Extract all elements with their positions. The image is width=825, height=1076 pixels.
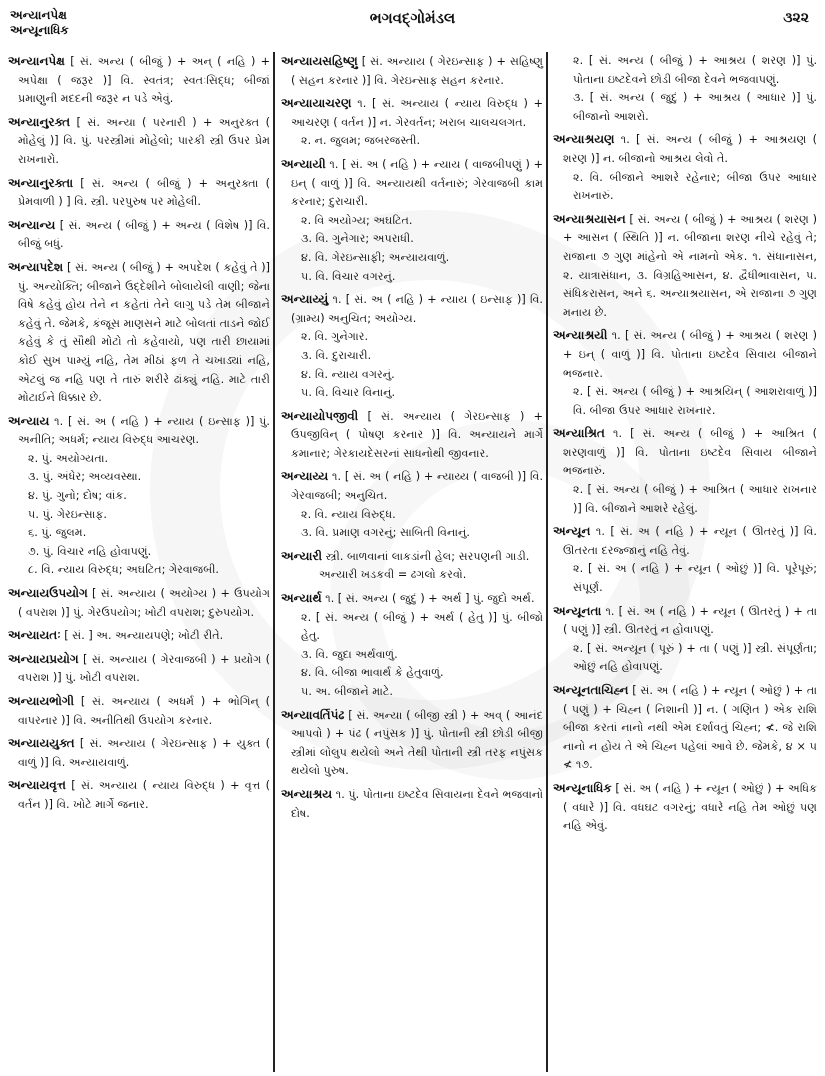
dictionary-entry	[8, 412, 270, 580]
dictionary-entry	[281, 155, 543, 286]
dictionary-entry	[281, 407, 543, 464]
dictionary-entry	[281, 706, 543, 781]
usage-example: અન્યારી ખડકવી = ઢગલો કરવો.	[319, 568, 467, 582]
sub-sense: ૩. વિ. ગુનેગાર; અપરાધી.	[301, 232, 414, 246]
column-divider-2	[546, 52, 548, 1072]
definition: [ સં. અ ( નહિ ) + ન્યૂન ( ઓછું ) + અધિક ( વધારે )] વિ. વધઘટ વગરનું; વધારે નહિ તેમ ઓછું પણ નહિ એવું.	[563, 781, 817, 833]
headword: અન્યાયપ્રયોગ	[8, 651, 79, 666]
dictionary-entry	[553, 326, 817, 420]
sub-sense: ૩. વિ. દુરાચારી.	[301, 348, 372, 362]
headword: અન્યૂનતાચિહ્ન	[553, 683, 629, 697]
definition: ૧. [ સં. અન્ય ( જુદું ) + અર્થ ] પું. જુદો અર્થ.	[321, 592, 535, 606]
definition: [ સં. અન્યાય ( અયોગ્ય ) + ઉપયોગ ( વપરાશ )] પું. ગેરઉપયોગ; ખોટી વપરાશ; દુરુપયોગ.	[18, 587, 270, 619]
definition: ૧. [ સં. અ ( નહિ ) + ન્યાય્ય ( વાજબી )] વિ. ગેરવાજબી; અનુચિત.	[291, 470, 543, 503]
dictionary-entry	[8, 650, 270, 688]
sub-sense: ૩. પું. અંધેર; અવ્યવસ્થા.	[28, 470, 142, 484]
definition: ૧. [ સં. અન્ય ( બીજું ) + આશ્રય ( શરણ ) + ઇન્ ( વાળું )] વિ. પોતાના ઇષ્ટદેવ સિવાય બીજાને ભજનાર.	[563, 329, 817, 380]
definition: ૧. [ સં. અ ( નહિ ) + ન્યૂન ( ઊતરતું )] વિ. ઊતરતા દરજ્જાનું નહિ તેવું.	[563, 525, 817, 557]
definition: ૧. [ સં. અન્ય ( બીજું ) + આશ્રિત ( શરણવાળું )] વિ. પોતાના ઇષ્ટદેવ સિવાય બીજાને ભજનારું.	[563, 427, 817, 478]
dictionary-entry	[553, 779, 817, 836]
headword: અન્યાયી	[281, 156, 326, 171]
definition: સ્ત્રી. બાળવાનાં લાકડાંની હેલ; સરપણની ગાડી.	[322, 549, 530, 563]
guide-word-first: અન્યાનપેક્ષ	[10, 8, 67, 22]
definition: [ સં. અન્ય ( બીજું ) + આશ્રય ( શરણ ) + આસન ( સ્થિતિ )] ન. બીજાના શરણ નીચે રહેવું તે; રાજાના ૭ ગુણ માંહેનો એ નામનો એક. ૧. સંધાનાસન, ૨. યાત્રાસંધાન, ૩. વિગ્રહિઆસન, ૪. દ્વૈધીભાવાસન, ૫. સંધિકરાસન, અને ૬. અન્યાશ્રયાસન, એ રાજાના ૭ ગુણ મનાય છે.	[563, 212, 817, 319]
dictionary-entry	[553, 681, 817, 775]
dictionary-entry	[553, 210, 817, 323]
headword: અન્યાશ્રિત	[553, 426, 605, 441]
sub-sense: ૨. વિ અયોગ્ય; અઘટિત.	[301, 213, 413, 227]
dictionary-entry	[8, 174, 270, 212]
dictionary-entry	[281, 290, 543, 403]
definition: [ સં. અન્યાય ( ગેરઇન્સાફ ) + ઉપજીવિન્ ( પોષણ કરનાર )] વિ. અન્યાયને માર્ગે કમાનાર; ગેરકાયદેસરનાં સાધનોથી જીવનાર.	[291, 409, 543, 460]
page-number: ૩૨૨	[783, 10, 809, 26]
dictionary-entry	[8, 113, 270, 170]
sub-sense: ૨. વિ. ન્યાય વિરુદ્ધ.	[301, 507, 396, 521]
column-1	[8, 52, 270, 1072]
definition: [ સં. અન્યાય ( અધર્મ ) + ભોગિન્ ( વાપરનાર )] વિ. અનીતિથી ઉપયોગ કરનાર.	[18, 695, 270, 727]
definition: [ સં. અન્યાય ( ગેરવાજબી ) + પ્રયોગ ( વપરાશ )] પું. ખોટી વપરાશ.	[18, 652, 270, 685]
dictionary-entry	[281, 52, 543, 90]
sub-sense: ૬. પું. જુલમ.	[28, 526, 87, 540]
sub-sense: ૪. વિ. ગેરઇન્સાફી; અન્યાયવાળું.	[301, 250, 450, 264]
dictionary-entry	[281, 589, 543, 702]
dictionary-entry	[8, 216, 270, 254]
guide-word-last: અન્યૂનાધિક	[10, 23, 69, 37]
sub-sense: ૩. વિ. જુદા અર્થવાળું.	[301, 647, 398, 661]
headword: અન્યાર્થ	[281, 591, 322, 606]
headword: અન્યાયયુક્ત	[8, 736, 75, 751]
headword: અન્યાયભોગી	[8, 694, 75, 708]
headword: અન્યૂનતા	[553, 603, 602, 618]
definition: ૧. [ સં. અ ( નહિ ) + ન્યાય ( ઇન્સાફ )] વિ. (ગ્રામ્ય) અનુચિત; અયોગ્ય.	[291, 293, 543, 325]
headword: અન્યાય્ય	[281, 469, 329, 484]
dictionary-entry	[8, 776, 270, 814]
definition: [ સં. અ ( નહિ ) + ન્યૂન ( ઓછું ) + તા ( પણું ) + ચિહ્ન ( નિશાની )] ન. ( ગણિત ) એક રાશિ બીજા કરતાં નાનો નથી એમ દર્શાવતું ચિહ્ન; ≮. જે રાશિ નાનો ન હોય તે એ ચિહ્ન પહેલાં આવે છે. જેમકે, ૪ × ૫ ≮ ૧૭.	[563, 684, 817, 772]
dictionary-entry	[553, 52, 817, 126]
dictionary-entry	[553, 522, 817, 597]
definition: [ સં. અન્યા ( પરનારી ) + અનુરક્ત ( મોહેલું )] વિ. પું. પરસ્ત્રીમાં મોહેલો; પારકી સ્ત્રી ઉપર પ્રેમ રાખનારો.	[18, 115, 270, 166]
headword: અન્યાયવૃત્ત	[8, 778, 66, 793]
definition: ૧. [ સં. અ ( નહિ ) + ન્યાય ( ઇન્સાફ )] પું. અનીતિ; અધર્મ; ન્યાય વિરુદ્ધ આચરણ.	[18, 414, 270, 447]
headword: અન્યાયઉપયોગ	[8, 586, 88, 601]
definition: [ સં. અન્યાય ( ન્યાય વિરુદ્ધ ) + વૃત્ત ( વર્તન )] વિ. ખોટે માર્ગે જનાર.	[18, 779, 270, 811]
sub-sense: ૨. ન. જુલમ; જબરજસ્તી.	[301, 134, 421, 148]
headword: અન્યાપદેશ	[8, 259, 64, 274]
definition: ૧. [ સં. અન્યાય ( ન્યાય વિરુદ્ધ ) + આચરણ ( વર્તન )] ન. ગેરવર્તન; ખરાબ ચાલચલગત.	[291, 97, 543, 129]
sub-sense: ૫. વિ. વિચાર વગરનું.	[301, 269, 396, 283]
headword: અન્યાયતઃ	[8, 628, 61, 643]
definition: ૧. [ સં. અન્ય ( બીજું ) + આશ્રયણ ( શરણ )] ન. બીજાનો આશ્રય લેવો તે.	[563, 133, 817, 165]
dictionary-entry	[553, 602, 817, 677]
headword: અન્યૂન	[553, 524, 591, 539]
column-divider-1	[273, 52, 275, 1072]
headword: અન્યાશ્રય	[281, 786, 333, 801]
dictionary-entry	[281, 94, 543, 151]
headword: અન્યાયાચરણ	[281, 96, 352, 111]
headword: અન્યૂનાધિક	[553, 780, 612, 795]
headword: અન્યાય્યું	[281, 292, 329, 307]
sub-sense: ૨. [ સં. અન્ય ( બીજું ) + આશ્રય ( શરણ )] પું. પોતાના ઇષ્ટદેવને છોડી બીજા દેવને ભજવાપણું.	[573, 54, 817, 86]
definition: [ સં. ] અ. અન્યાયપણે; ખોટી રીતે.	[60, 629, 224, 643]
headword: અન્યાશ્રયી	[553, 328, 608, 343]
headword: અન્યારી	[281, 548, 323, 563]
headword: અન્યાશ્રયણ	[553, 132, 615, 147]
definition: [ સં. અન્ય ( બીજું ) + અન્ય ( વિશેષ )] વિ. બીજું બધું.	[18, 218, 270, 251]
dictionary-entry	[281, 785, 543, 823]
sub-sense: ૩. [ સં. અન્ય ( જુદું ) + આશ્રય ( આધાર )] પું. બીજાનો આશરો.	[573, 91, 817, 123]
sub-sense: ૨. [ સં. અન્ય ( બીજું ) + અર્થ ( હેતુ )] પું. બીજો હેતુ.	[301, 610, 543, 643]
sub-sense: ૨. [ સં. અન્ય ( બીજું ) + આશ્રયિન્ ( આશરાવાળું )] વિ. બીજા ઉપર આધાર રાખનાર.	[573, 385, 817, 417]
dictionary-entry	[8, 584, 270, 622]
headword: અન્યાનપેક્ષ	[8, 54, 65, 68]
definition: [ સં. અન્ય ( બીજું ) + અન્ ( નહિ ) + અપેક્ષા ( જરૂર )] વિ. સ્વતંત્ર; સ્વતઃસિદ્ધ; બીજાં પ્રમાણુની મદદની જરૂર ન પડે એવું.	[18, 55, 270, 106]
sub-sense: ૪. પું. ગુનો; દોષ; વાંક.	[28, 489, 127, 503]
definition: [ સં. અન્યા ( બીજી સ્ત્રી ) + અવ્ ( આનંદ આપવો ) + પંઢ ( નપુંસક )] પું. પોતાની સ્ત્રી છોડી બીજી સ્ત્રીમાં લોલુપ થયેલો અને તેથી પોતાની સ્ત્રી તરફ નપુંસક થયેલો પુરુષ.	[291, 708, 543, 778]
dictionary-entry	[8, 626, 270, 646]
column-3	[553, 52, 817, 1072]
sub-sense: ૨. વિ. ગુનેગાર.	[301, 330, 369, 344]
definition: ૧. [ સં. અ ( નહિ ) + ન્યાય ( વાજબીપણું ) + ઇન્ ( વાળું )] વિ. અન્યાયથી વર્તનારું; ગેરવાજબી કામ કરનાર; દુરાચારી.	[291, 157, 543, 209]
dictionary-entry	[553, 130, 817, 205]
page-header	[0, 0, 825, 46]
sub-sense: ૨. [ સં. અન્ય ( બીજું ) + આશ્રિત ( આધાર રાખનાર )] વિ. બીજાને આશરે રહેલું.	[573, 483, 817, 515]
sub-sense: ૨. પું. અયોગ્યતા.	[28, 451, 109, 465]
definition: [ સં. અન્યાય ( ગેરઇન્સાફ ) + યુક્ત ( વાળું )] વિ. અન્યાયવાળું.	[18, 737, 270, 769]
column-2	[281, 52, 543, 1072]
dictionary-entry	[281, 547, 543, 585]
headword: અન્યાશ્રયાસન	[553, 211, 626, 226]
headword: અન્યાવર્તિપંઢ	[281, 707, 345, 722]
definition: [ સં. અન્ય ( બીજું ) + અપદેશ ( કહેવું તે )] પું. અન્યોક્તિ; બીજાને ઉદ્દેશીને બોલાયેલી વાણી; જેના વિષે કહેવું હોય તેને ન કહેતાં તેને લાગુ પડે તેમ બીજાને કહેવું તે. જેમકે, કંજૂસ માણસને માટે બોલતાં તાડને જોઈ કહેવું કે તું સૌથી મોટો તો કહેવાયો, પણ તારી છાયામાં કોઈ સુખ પામ્યું નહિ, તેમ મીઠાં ફળ તે ચખાડ્યાં નહિ, એટલું જ નહિ પણ તે તારું શરીરે ઢાંક્યું નહિ. માટે તારી મોટાઈને ધિક્કાર છે.	[18, 260, 270, 405]
sub-sense: ૫. પું. ગેરઇન્સાફ.	[28, 507, 107, 521]
sub-sense: ૪. વિ. ન્યાય વગરનું.	[301, 367, 395, 381]
sub-sense: ૭. પું. વિચાર નહિ હોવાપણું.	[28, 544, 152, 558]
definition: [ સં. અન્યાય ( ગેરઇન્સાફ ) + સહિષ્ણુ ( સહન કરનાર )] વિ. ગેરઇન્સાફ સહન કરનાર.	[291, 55, 543, 87]
definition: ૧. [ સં. અ ( નહિ ) + ન્યૂન ( ઊતરતું ) + તા ( પણું )] સ્ત્રી. ઊતરતું ન હોવાપણું.	[563, 604, 817, 637]
headword: અન્યાનુરક્ત	[8, 114, 71, 129]
dictionary-entry	[281, 467, 543, 542]
sub-sense: ૫. વિ. વિચાર વિનાનું.	[301, 386, 396, 400]
definition: [ સં. અન્ય ( બીજું ) + અનુરક્તા ( પ્રેમવાળી ) ] વિ. સ્ત્રી. પરપુરુષ પર મોહેલી.	[18, 176, 270, 209]
sub-sense: ૫. અ. બીજાને માટે.	[301, 685, 393, 698]
sub-sense: ૩. વિ. પ્રમાણ વગરનું; સાબિતી વિનાનું.	[301, 526, 470, 540]
definition: ૧. પું. પોતાના ઇષ્ટદેવ સિવાયના દેવને ભજવાનો દોષ.	[291, 787, 543, 820]
dictionary-entry	[553, 424, 817, 518]
headword: અન્યાયસહિષ્ણુ	[281, 54, 358, 68]
headword: અન્યાનુરક્તા	[8, 175, 74, 190]
headword: અન્યાન્ય	[8, 217, 56, 232]
headword: અન્યાય	[8, 413, 50, 428]
sub-sense: ૨. [ સં. અ ( નહિ ) + ન્યૂન ( ઓછું )] વિ. પૂરેપૂરું; સંપૂર્ણ.	[573, 562, 817, 595]
dictionary-entry	[8, 52, 270, 109]
dictionary-entry	[8, 258, 270, 408]
headword: અન્યાયોપજીવી	[281, 408, 359, 423]
sub-sense: ૮. વિ. ન્યાય વિરુદ્ધ; અઘટિત; ગેરવાજબી.	[28, 563, 219, 577]
sub-sense: ૨. [ સં. અન્યૂન ( પૂરું ) + તા ( પણું )] સ્ત્રી. સંપૂર્ણતા; ઓછું નહિ હોવાપણું.	[573, 641, 817, 674]
page-title: ભગવદ્ગોમંડલ	[369, 9, 456, 27]
sub-sense: ૨. વિ. બીજાને આશરે રહેનાર; બીજા ઉપર આધાર રાખનારું.	[573, 170, 817, 203]
sub-sense: ૪. વિ. બીજા ભાવાર્થ કે હેતુવાળું.	[301, 666, 444, 680]
dictionary-entry	[8, 734, 270, 772]
dictionary-entry	[8, 692, 270, 730]
